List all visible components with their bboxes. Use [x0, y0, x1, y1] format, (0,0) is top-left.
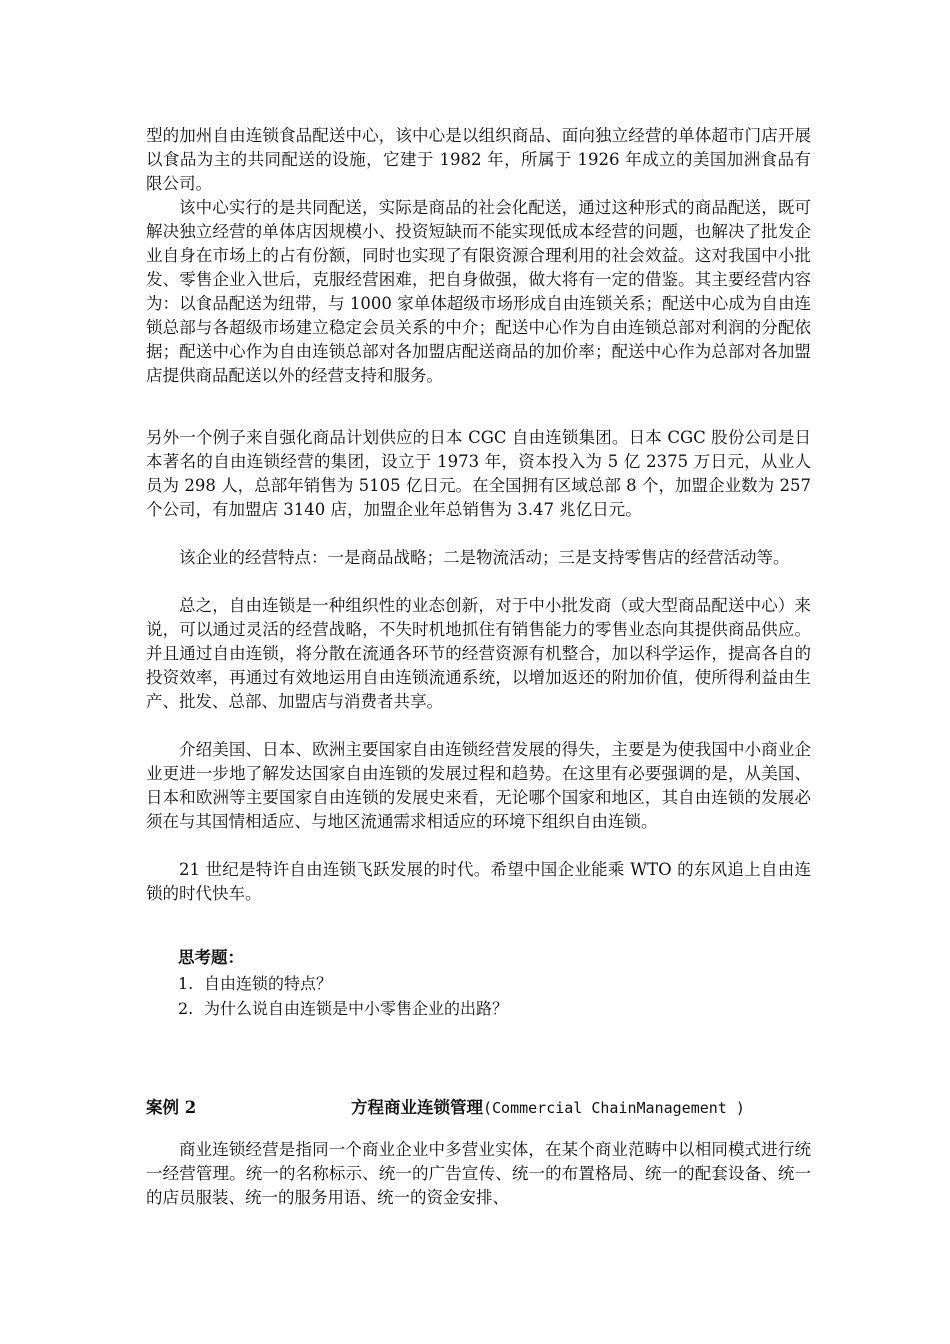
case-subtitle: (Commercial ChainManagement ): [483, 1099, 745, 1117]
question-item: [178, 997, 508, 1021]
paragraph-1: 型的加州自由连锁食品配送中心，该中心是以组织商品、面向独立经营的单体超市门店开展以食品为主的共同配送的设施，它建于 1982 年，所属于 1926 年成立的美国加洲食品有限公司。: [146, 126, 811, 193]
paragraph-3: 另外一个例子来自强化商品计划供应的日本 CGC 自由连锁集团。日本 CGC 股份公司是日本著名的自由连锁经营的集团，设立于 1973 年，资本投入为 5 亿 2375 万日元，从业人员为 298 人，总部年销售为 5105 亿日元。在全国拥有区域总部 8 个，加盟企业数为 257 个公司，有加盟店 3140 店，加盟企业年总销售为 3.47 兆亿日元。: [146, 428, 811, 519]
case-title: [351, 1096, 745, 1120]
question-item: [178, 972, 332, 996]
question-text: 为什么说自由连锁是中小零售企业的出路？: [204, 999, 509, 1018]
question-number: 1.: [178, 974, 194, 993]
case-label: 案例 2: [146, 1098, 197, 1117]
case-title-text: 方程商业连锁管理: [351, 1098, 483, 1117]
case-paragraph: 商业连锁经营是指同一个商业企业中多营业实体，在某个商业范畴中以相同模式进行统一经营管理。统一的名称标示、统一的广告宣传、统一的布置格局、统一的配套设备、统一的店员服装、统一的服务用语、统一的资金安排、: [146, 1140, 811, 1207]
paragraph-2: 该中心实行的是共同配送，实际是商品的社会化配送，通过这种形式的商品配送，既可解决独立经营的单体店因规模小、投资短缺而不能实现低成本经营的问题，也解决了批发企业自身在市场上的占有份额，同时也实现了有限资源合理利用的社会效益。这对我国中小批发、零售企业入世后，克服经营困难，把自身做强，做大将有一定的借鉴。其主要经营内容为：以食品配送为纽带，与 1000 家单体超级市场形成自由连锁关系；配送中心成为自由连锁总部与各超级市场建立稳定会员关系的中介；配送中心作为自由连锁总部对利润的分配依据；配送中心作为自由连锁总部对各加盟店配送商品的加价率；配送中心作为总部对各加盟店提供商品配送以外的经营支持和服务。: [146, 198, 811, 385]
questions-title: 思考题：: [178, 948, 244, 967]
question-number: 2.: [178, 999, 194, 1018]
paragraph-7: 21 世纪是特许自由连锁飞跃发展的时代。希望中国企业能乘 WTO 的东风追上自由连锁的时代快车。: [146, 860, 811, 903]
paragraph-5: 总之，自由连锁是一种组织性的业态创新，对于中小批发商（或大型商品配送中心）来说，可以通过灵活的经营战略，不失时机地抓住有销售能力的零售业态向其提供商品供应。并且通过自由连锁，将分散在流通各环节的经营资源有机整合，加以科学运作，提高各自的投资效率，再通过有效地运用自由连锁流通系统，以增加返还的附加价值，使所得利益由生产、批发、总部、加盟店与消费者共享。: [146, 596, 811, 711]
paragraph-6: 介绍美国、日本、欧洲主要国家自由连锁经营发展的得失，主要是为使我国中小商业企业更进一步地了解发达国家自由连锁的发展过程和趋势。在这里有必要强调的是，从美国、日本和欧洲等主要国家自由连锁的发展史来看，无论哪个国家和地区，其自由连锁的发展必须在与其国情相适应、与地区流通需求相适应的环境下组织自由连锁。: [146, 740, 811, 831]
question-text: 自由连锁的特点？: [204, 974, 333, 993]
case-heading: [146, 1096, 811, 1120]
paragraph-4: 该企业的经营特点：一是商品战略；二是物流活动；三是支持零售店的经营活动等。: [179, 548, 790, 567]
